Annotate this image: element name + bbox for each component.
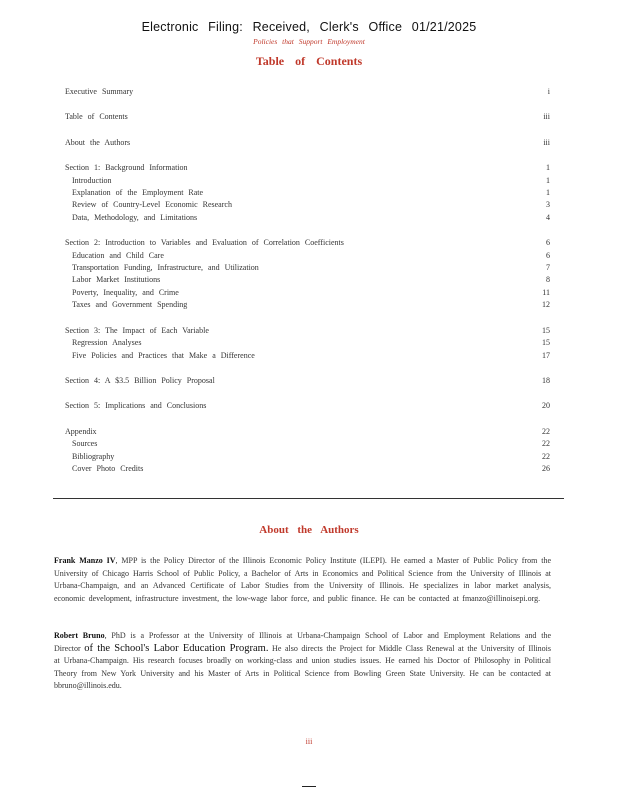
toc-entry-label: Section 3: The Impact of Each Variable — [65, 325, 209, 335]
toc-entry[interactable] — [65, 86, 550, 98]
toc-spacer — [65, 387, 550, 400]
toc-subentry[interactable] — [65, 350, 550, 362]
toc-entry-page: 22 — [542, 451, 550, 461]
toc-entry-label: Section 1: Background Information — [65, 163, 188, 173]
toc-entry-page: 22 — [542, 426, 550, 436]
author-name: Robert Bruno — [54, 631, 105, 640]
toc-subentry[interactable] — [65, 274, 550, 286]
report-subtitle: Policies that Support Employment — [253, 37, 365, 46]
toc-entry-page: 12 — [542, 300, 550, 310]
toc-spacer — [65, 312, 550, 325]
toc-entry-label: Review of Country-Level Economic Research — [72, 200, 232, 210]
toc-entry-page: iii — [543, 137, 550, 147]
toc-spacer — [65, 362, 550, 375]
toc-title: Table of Contents — [255, 54, 363, 68]
toc-subentry[interactable] — [65, 212, 550, 224]
toc-entry-label: Bibliography — [72, 451, 115, 461]
toc-entry-page: 17 — [542, 350, 550, 360]
toc-entry-label: Poverty, Inequality, and Crime — [72, 287, 179, 297]
toc-subentry[interactable] — [65, 463, 550, 475]
toc-entry-page: 1 — [546, 175, 550, 185]
toc-subentry[interactable] — [65, 262, 550, 274]
toc-subentry[interactable] — [65, 250, 550, 262]
toc-subentry[interactable] — [65, 187, 550, 199]
authors-title: About the Authors — [259, 524, 359, 536]
toc-entry-label: Education and Child Care — [72, 250, 164, 260]
toc-entry-page: 6 — [546, 250, 550, 260]
toc-entry-label: Section 4: A $3.5 Billion Policy Proposal — [65, 375, 215, 385]
page-number: iii — [305, 737, 313, 746]
author-bio-bruno — [54, 630, 551, 693]
author-bio-text-large: of the School's Labor Education Program. — [84, 642, 269, 654]
toc-entry-label: Executive Summary — [65, 87, 134, 96]
toc-entry-label: Section 2: Introduction to Variables and Evaluation of Correlation Coefficients — [65, 238, 344, 248]
toc-entry[interactable] — [65, 111, 550, 123]
toc-entry-page: 7 — [546, 263, 550, 273]
toc-entry-label: Taxes and Government Spending — [72, 300, 188, 310]
toc-entry-label: Appendix — [65, 426, 97, 436]
toc-entry[interactable] — [65, 375, 550, 387]
toc-entry-page: 15 — [542, 325, 550, 335]
toc-entry-page: 26 — [542, 463, 550, 473]
toc-entry-label: Regression Analyses — [72, 338, 142, 348]
toc-entry-label: Transportation Funding, Infrastructure, and Utilization — [72, 263, 259, 273]
toc-entry-page: 6 — [546, 238, 550, 248]
toc-subentry[interactable] — [65, 438, 550, 450]
toc-spacer — [65, 124, 550, 137]
toc-entry[interactable] — [65, 237, 550, 249]
toc-entry-label: Introduction — [72, 175, 112, 185]
filing-stamp: Electronic Filing: Received, Clerk's Office 01/21/2025 — [141, 20, 477, 34]
toc-entry[interactable] — [65, 137, 550, 149]
toc-subentry[interactable] — [65, 287, 550, 299]
toc-entry-page: i — [547, 87, 550, 96]
author-bio-text: , PhD is a Professor at the University of Illinois at Urbana-Champaign School of Labor and Employment Relations and the Director — [54, 631, 551, 653]
toc-entry-label: Explanation of the Employment Rate — [72, 188, 204, 198]
author-bio-manzo — [54, 555, 551, 605]
toc-entry-label: Labor Market Institutions — [72, 275, 161, 285]
toc-entry-page: 20 — [542, 401, 550, 411]
toc-entry-page: 1 — [546, 163, 550, 173]
toc-spacer — [65, 149, 550, 162]
table-of-contents — [65, 86, 550, 475]
author-bio-text: , MPP is the Policy Director of the Illinois Economic Policy Institute (ILEPI). He earned a Master of Public Policy from the University of Chicago Harris School of Public Policy, a Bachelor of Arts in Economics and Political Science from the University of Illinois at Urbana-Champaign, and an Advanced Certificate of Labor Studies from the University of Illinois. He specializes in labor market analysis, economic development, infrastructure investment, the low-wage labor force, and public finance. He can be contacted at fmanzo@illinoisepi.org. — [54, 556, 551, 603]
toc-entry-label: Data, Methodology, and Limitations — [72, 212, 198, 222]
toc-entry-label: Cover Photo Credits — [72, 463, 144, 473]
toc-subentry[interactable] — [65, 337, 550, 349]
toc-entry-label: Section 5: Implications and Conclusions — [65, 401, 207, 411]
toc-subentry[interactable] — [65, 299, 550, 311]
toc-entry[interactable] — [65, 426, 550, 438]
toc-entry-page: 18 — [542, 375, 550, 385]
toc-subentry[interactable] — [65, 175, 550, 187]
toc-entry-page: 1 — [546, 188, 550, 198]
toc-entry[interactable] — [65, 162, 550, 174]
footer-dash — [302, 786, 316, 787]
section-divider — [53, 498, 564, 499]
toc-entry-label: Sources — [72, 439, 98, 449]
toc-entry-page: 3 — [546, 200, 550, 210]
toc-spacer — [65, 224, 550, 237]
toc-entry-page: 22 — [542, 439, 550, 449]
author-name: Frank Manzo IV — [54, 556, 116, 565]
toc-entry-page: 15 — [542, 338, 550, 348]
toc-entry-label: Table of Contents — [65, 112, 128, 122]
toc-entry-page: 11 — [542, 287, 550, 297]
toc-spacer — [65, 98, 550, 111]
toc-entry-label: Five Policies and Practices that Make a Difference — [72, 350, 255, 360]
toc-spacer — [65, 413, 550, 426]
toc-entry-page: 8 — [546, 275, 550, 285]
toc-entry[interactable] — [65, 400, 550, 412]
toc-entry-page: iii — [543, 112, 550, 122]
toc-subentry[interactable] — [65, 451, 550, 463]
toc-entry-label: About the Authors — [65, 137, 131, 147]
author-bio-text: He also directs the Project for Middle Class Renewal at the University of Illinois at Urbana-Champaign. His research focuses broadly on working-class and union studies issues. He earned his Doctor of Philosophy in Political Theory from New York University and his Master of Arts in Political Science from Bowling Green State University. He can be contacted at bbruno@illinois.edu. — [54, 643, 552, 691]
toc-entry[interactable] — [65, 325, 550, 337]
toc-entry-page: 4 — [546, 212, 550, 222]
toc-subentry[interactable] — [65, 199, 550, 211]
